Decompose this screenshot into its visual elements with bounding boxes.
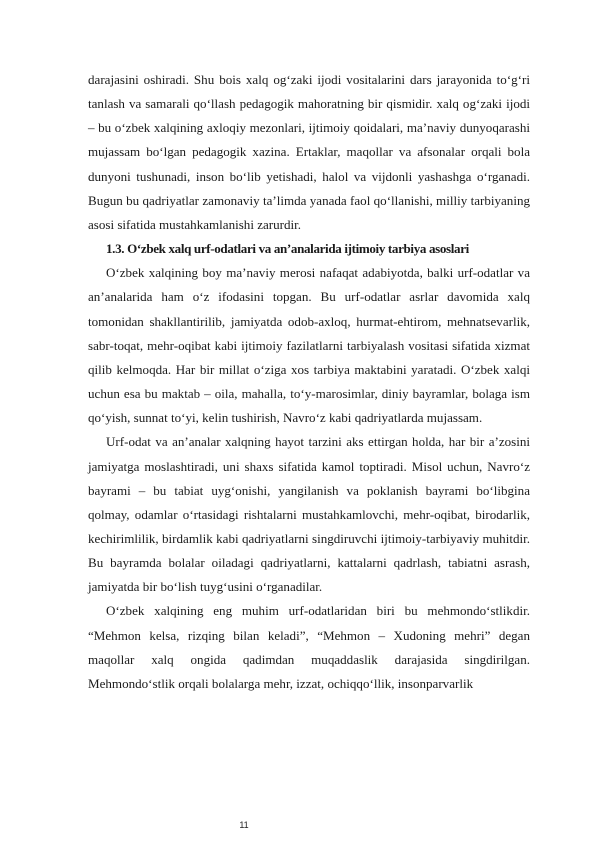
document-page bbox=[88, 68, 530, 696]
page-number: 11 bbox=[239, 820, 249, 830]
paragraph-body: O‘zbek xalqining eng muhim urf-odatlaridan biri bu mehmondo‘stlikdir. “Mehmon kelsa, rizqing bilan keladi”, “Mehmon – Xudoning mehri” degan maqollar xalq ongida qadimdan muqaddaslik darajasida singdirilgan. Mehmondo‘stlik orqali bolalarga mehr, izzat, ochiqqo‘llik, insonparvarlik bbox=[88, 603, 530, 691]
section-heading: 1.3. O‘zbek xalq urf-odatlari va an’analarida ijtimoiy tarbiya asoslari bbox=[106, 241, 469, 257]
paragraph-body: O‘zbek xalqining boy ma’naviy merosi nafaqat adabiyotda, balki urf-odatlar va an’analarida ham o‘z ifodasini topgan. Bu urf-odatlar asrlar davomida xalq tomonidan shakllantirilib, jamiyatda odob-axloq, hurmat-ehtirom, mehnatsevarlik, sabr-toqat, mehr-oqibat kabi ijtimoiy fazilatlarni tarbiyalash vositasi sifatida xizmat qilib kelmoqda. Har bir millat o‘ziga xos tarbiya maktabini yaratadi. O‘zbek xalqi uchun esa bu maktab – oila, mahalla, to‘y-marosimlar, diniy bayramlar, bolaga ism qo‘yish, sunnat to‘yi, kelin tushirish, Navro‘z kabi qadriyatlarda mujassam. bbox=[88, 265, 530, 426]
paragraph-continuation: darajasini oshiradi. Shu bois xalq og‘zaki ijodi vositalarini dars jarayonida to‘g‘ri tanlash va samarali qo‘llash pedagogik mahoratning bir qismidir. xalq og‘zaki ijodi – bu o‘zbek xalqining axloqiy mezonlari, ijtimoiy qoidalari, ma’naviy dunyoqarashi mujassam bo‘lgan pedagogik xazina. Ertaklar, maqollar va afsonalar orqali bola dunyoni tushunadi, inson bo‘lib yetishadi, halol va vijdonli yashashga o‘rganadi. Bugun bu qadriyatlar zamonaviy ta’limda yanada faol qo‘llanishi, milliy tarbiyaning asosi sifatida mustahkamlanishi zarurdir. bbox=[88, 72, 530, 232]
paragraph-body: Urf-odat va an’analar xalqning hayot tarzini aks ettirgan holda, har bir a’zosini jamiyatga moslashtiradi, uni shaxs sifatida kamol toptiradi. Misol uchun, Navro‘z bayrami – bu tabiat uyg‘onishi, yangilanish va poklanish bayrami bo‘libgina qolmay, odamlar o‘rtasidagi rishtalarni mustahkamlovchi, mehr-oqibat, birodarlik, kechirimlilik, birdamlik kabi qadriyatlarni singdiruvchi ijtimoiy-tarbiyaviy muhitdir. Bu bayramda bolalar oiladagi qadriyatlarni, kattalarni qadrlash, tabiatni asrash, jamiyatda bir bo‘lish tuyg‘usini o‘rganadilar. bbox=[88, 434, 530, 595]
